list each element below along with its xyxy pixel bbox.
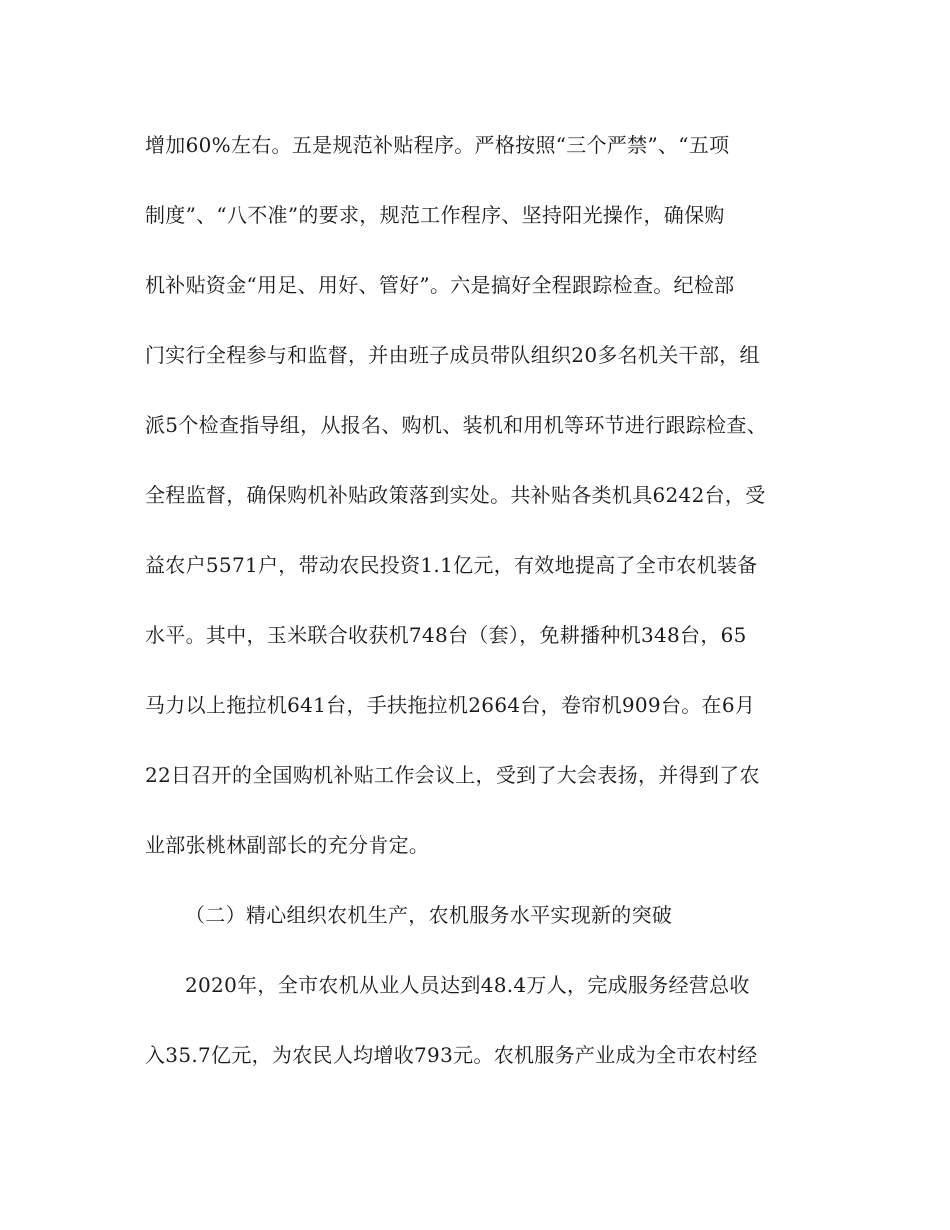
paragraph-line: 机补贴资金“用足、用好、管好”。六是搞好全程跟踪检查。纪检部 (145, 273, 735, 297)
paragraph-line: 益农户5571户，带动农民投资1.1亿元，有效地提高了全市农机装备 (145, 553, 758, 577)
paragraph-line: 增加60%左右。五是规范补贴程序。严格按照“三个严禁”、“五项 (145, 133, 730, 157)
section-heading: （二）精心组织农机生产，农机服务水平实现新的突破 (185, 903, 673, 927)
paragraph-line: 水平。其中，玉米联合收获机748台（套），免耕播种机348台，65 (145, 623, 747, 647)
paragraph-line: 派5个检查指导组，从报名、购机、装机和用机等环节进行跟踪检查、 (145, 413, 768, 437)
paragraph-line: 业部张桃林副部长的充分肯定。 (145, 833, 430, 857)
paragraph-line: 2020年，全市农机从业人员达到48.4万人，完成服务经营总收 (185, 973, 750, 997)
paragraph-line: 马力以上拖拉机641台，手扶拖拉机2664台，卷帘机909台。在6月 (145, 693, 756, 717)
paragraph-line: 22日召开的全国购机补贴工作会议上，受到了大会表扬，并得到了农 (145, 763, 760, 787)
paragraph-line: 全程监督，确保购机补贴政策落到实处。共补贴各类机具6242台，受 (145, 483, 766, 507)
paragraph-line: 制度”、“八不准”的要求，规范工作程序、坚持阳光操作，确保购 (145, 203, 725, 227)
paragraph-line: 门实行全程参与和监督，并由班子成员带队组织20多名机关干部，组 (145, 343, 760, 367)
paragraph-line: 入35.7亿元，为农民人均增收793元。农机服务产业成为全市农村经 (145, 1043, 758, 1067)
